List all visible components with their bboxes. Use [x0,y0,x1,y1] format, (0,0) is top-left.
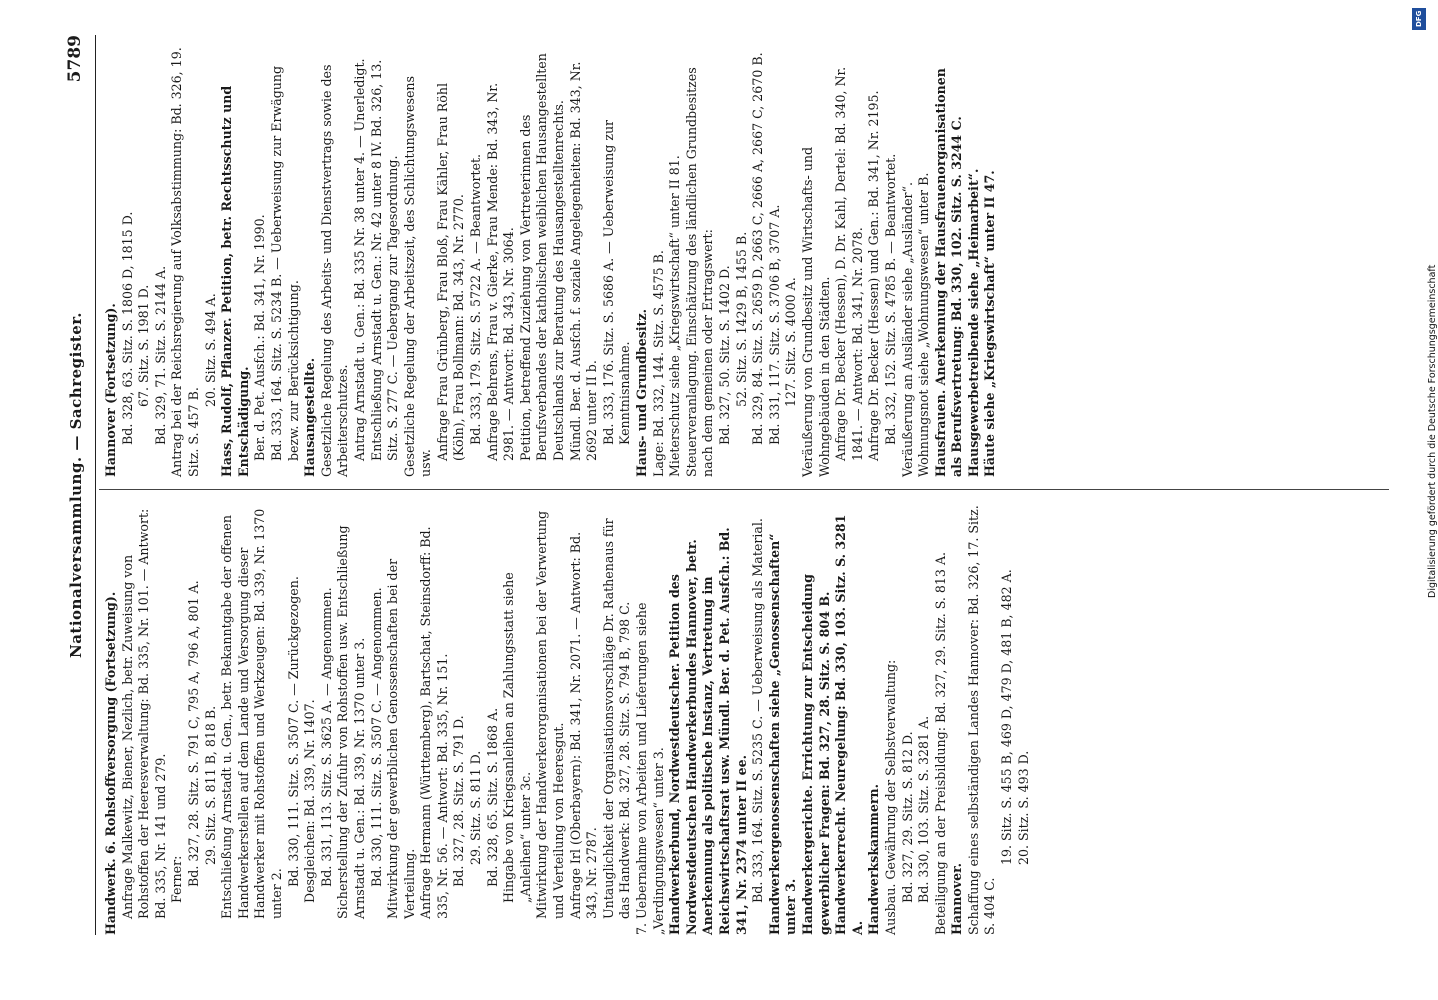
index-entry: 20. Sitz. S. 494 A. [202,293,218,407]
index-entry: Desgleichen: Bd. 339, Nr. 1407. [302,699,318,903]
index-heading-entry: Hausfrauen. Anerkennung der Hausfrauenorganisationen als Berufsvertretung: Bd. 330, 102. Sitz. S. 3244 C. [932,68,965,477]
index-entry: Bd. 331, 117. Sitz. S. 3706 B, 3707 A. [766,204,782,445]
index-entry: Bd. 330, 111. Sitz. S. 3507 C. — Angenommen. [368,587,384,887]
index-heading-entry: Hausangestellte. [302,357,318,477]
index-heading-entry: Handwerkergerichte. Errichtung zur Entscheidung gewerblicher Fragen: Bd. 327, 28. Sitz. S. 804 B. [799,574,832,935]
index-entry: Bd. 327, 50. Sitz. S. 1402 D. [716,265,732,445]
index-entry: Schaffung eines selbständigen Landes Hannover: Bd. 326, 17. Sitz. S. 404 C. [965,505,998,935]
index-entry: Beteiligung an der Preisbildung: Bd. 327, 29. Sitz. S. 813 A. [932,551,948,935]
index-entry: Anfrage Irl (Oberbayern): Bd. 341, Nr. 2071. — Antwort: Bd. 343, Nr. 2787. [567,531,600,919]
index-heading-entry: Handwerk. 6. Rohstoffversorgung (Fortsetzung). [103,591,118,935]
index-entry: Anfrage Behrens, Frau v. Gierke, Frau Mende: Bd. 343, Nr. 2981. — Antwort: Bd. 343, Nr. 3064. [484,82,517,461]
index-entry: 127. Sitz. S. 4000 A. [783,277,799,407]
index-entry: Anfrage Dr. Becker (Hessen) und Gen.: Bd. 341, Nr. 2195. [866,90,882,461]
header-rule [95,35,96,935]
index-entry: Mündl. Ber. d. Ausfch. f. soziale Angelegenheiten: Bd. 343, Nr. 2692 unter II b. [567,61,600,461]
index-entry: 19. Sitz. S. 455 B, 469 D, 479 D, 481 B, 482 A. [999,569,1015,865]
index-heading-entry: Hannover (Fortsetzung). [103,303,118,477]
index-entry: Bd. 330, 103. Sitz. S. 3281 A. [916,715,932,903]
index-entry: 7. Uebernahme von Arbeiten und Lieferungen siehe „Verdingungswesen“ unter 3. [634,602,666,935]
index-entry: Bd. 331, 113. Sitz. S. 3625 A. — Angenommen. [318,587,334,887]
index-entry: Bd. 328, 65. Sitz. S. 1868 A. [484,707,500,887]
index-entry: Petition, betreffend Zuziehung von Vertreterinnen des Berufsverbandes der katholischen weiblichen Hausangestellten Deutschlands zur Beratung des Hausangestelltenrechts. [517,53,567,461]
index-entry: Anfrage Dr. Becker (Hessen), D. Dr. Kahl, Dertel: Bd. 340, Nr. 1841. — Antwort: Bd. 341, Nr. 2078. [833,66,865,461]
index-heading-entry: Handwerkergenossenschaften siehe „Genossenschaften“ unter 3. [766,533,799,935]
index-entry: Untauglichkeit der Organisationsvorschläge Dr. Rathenaus für das Handwerk: Bd. 327, 28. Sitz. S. 794 B, 798 C. [600,518,633,919]
index-entry: Veräußerung an Ausländer siehe „Ausländer“. [899,181,915,477]
index-entry: Entschließung Arnstadt u. Gen.: Nr. 42 unter 8 IV. Bd. 326, 13. Sitz. S. 277 C. — Uebergang zur Tagesordnung. [368,59,401,461]
index-entry: Veräußerung von Grundbesitz und Wirtschafts- und Wohngebäuden in den Städten. [799,146,832,477]
right-column [103,47,999,477]
index-entry: Bd. 333, 176. Sitz. S. 5686 A. — Ueberweisung zur Kenntnisnahme. [600,119,633,445]
index-entry: Anfrage Frau Grünberg, Frau Bloß, Frau Kähler, Frau Röhl (Köln), Frau Bollmann: Bd. 343, Nr. 2770. [434,83,467,461]
index-entry: Antrag bei der Reichsregierung auf Volksabstimmung: Bd. 326, 19. Sitz. S. 457 B. [169,47,201,477]
index-entry: Bd. 333, 164. Sitz. S. 5234 B. — Ueberweisung zur Erwägung bezw. zur Berücksichtigung. [268,65,301,461]
index-entry: Bd. 327, 28. Sitz. S. 791 D. [451,715,467,887]
index-entry: 29. Sitz. S. 811 D. [468,750,484,865]
index-heading-entry: Handwerkskammern. [866,783,882,935]
index-entry: 29. Sitz. S. 811 B, 818 B. [202,705,218,865]
rotated-page [65,35,1395,935]
index-entry: 67. Sitz. S. 1981 D. [136,284,152,407]
index-heading-entry: Häute siehe „Kriegswirtschaft“ unter II 47. [982,170,998,477]
index-entry: Mitwirkung der gewerblichen Genossenschaften bei der Verteilung. [385,558,417,919]
index-entry: Antrag Arnstadt u. Gen.: Bd. 335 Nr. 38 unter 4. — Unerledigt. [351,58,367,461]
index-entry: Bd. 329, 71. Sitz. S. 2144 A. [152,265,168,445]
index-entry: Ber. d. Pet. Ausfch.: Bd. 341, Nr. 1990. [252,214,268,461]
index-entry: Bd. 329, 84. Sitz. S. 2659 D, 2663 C, 2666 A, 2667 C, 2670 B. [750,52,766,445]
index-entry: Anfrage Hermann (Württemberg), Bartschat, Steinsdorff: Bd. 335, Nr. 56. — Antwort: Bd. 335, Nr. 151. [418,526,450,919]
left-column [103,505,1032,935]
index-entry: Ferner: [169,855,185,903]
index-entry: Steuerveranlagung. Einschätzung des ländlichen Grundbesitzes nach dem gemeinen oder Ertragswert: [683,67,716,477]
index-entry: Mitwirkung der Handwerkerorganisationen bei der Verwertung und Verteilung von Heeresgut. [534,510,567,919]
index-heading-entry: Hannover. [949,863,965,935]
column-divider [99,489,1389,490]
index-entry: Lage: Bd. 332, 144. Sitz. S. 4575 B. [650,250,666,477]
index-entry: 52. Sitz. S. 1429 B, 1455 B. [733,231,749,407]
index-heading-entry: Hass, Rudolf, Pflanzer. Petition, betr. Rechtsschutz und Entschädigung. [219,85,251,477]
index-entry: Sicherstellung der Zufuhr von Rohstoffen usw. Entschließung Arnstadt u. Gen.: Bd. 339, Nr. 1370 unter 3. [335,525,367,919]
index-heading-entry: Haus- und Grundbesitz. [634,309,649,477]
index-entry: Bd. 332, 152. Sitz. S. 4785 B. — Beantwortet. [882,153,898,445]
index-entry: Bd. 330, 111. Sitz. S. 3507 C. — Zurückgezogen. [285,576,301,887]
dfg-logo: DFG [1412,8,1426,30]
index-heading-entry: Handwerkerbund, Nordwestdeutscher. Petition des Nordwestdeutschen Handwerkerbundes Hannover, betr. Anerkennung als politische Instanz, Vertretung im Reichswirtschaftsrat usw. Mündl. Ber. d. Pet. Ausfch.: Bd. 341, Nr. 2374 unter II ee. [667,527,749,935]
index-entry: Bd. 327, 29. Sitz. S. 812 D. [899,731,915,903]
digitization-notice: Digitalisierung gefördert durch die Deutsche Forschungsgemeinschaft [1427,264,1438,598]
index-entry: Bd. 328, 63. Sitz. S. 1806 D, 1815 D. [119,211,135,445]
index-entry: Wohnungsnot siehe „Wohnungswesen“ unter B. [916,172,932,477]
index-entry: Entschließung Arnstadt u. Gen., betr. Bekanntgabe der offenen Handwerkerstellen auf dem Lande und Versorgung dieser Handwerker mit Rohstoffen und Werkzeugen: Bd. 339, Nr. 1370 unter 2. [219,508,284,919]
index-entry: Anfrage Malkewitz, Biener, Nezlich, betr. Zuweisung von Rohstoffen der Heeresverwaltung: Bd. 335, Nr. 101. — Antwort: Bd. 335, Nr. 141 und 279. [119,508,168,919]
index-entry: 20. Sitz. S. 493 D. [1015,750,1031,865]
index-entry: Gesetzliche Regelung der Arbeitszeit, des Schlichtungswesens usw. [401,76,434,477]
index-entry: Hingabe von Kriegsanleihen an Zahlungsstatt siehe „Anleihen“ unter 3c. [501,572,533,903]
index-entry: Bd. 333, 164. Sitz. S. 5235 C. — Ueberweisung als Material. [750,518,766,903]
page-number: 5789 [65,35,85,83]
index-entry: Mieterschutz siehe „Kriegswirtschaft“ unter II 81. [667,155,683,477]
index-heading-entry: Handwerkerrecht. Neuregelung: Bd. 330, 103. Sitz. S. 3281 A. [833,514,865,935]
index-entry: Bd. 327, 28. Sitz. S. 791 C, 795 A, 796 A, 801 A. [185,580,201,887]
index-entry: Ausbau. Gewährung der Selbstverwaltung: [882,659,898,935]
index-heading-entry: Hausgewerbetreibende siehe „Heimarbeit“. [965,168,981,477]
page-header [65,35,97,935]
page-title: Nationalversammlung. — Sachregister. [67,312,85,659]
index-entry: Bd. 333, 179. Sitz. S. 5722 A. — Beantwortet. [468,153,484,445]
index-entry: Gesetzliche Regelung des Arbeits- und Dienstvertrags sowie des Arbeiterschutzes. [318,64,351,477]
